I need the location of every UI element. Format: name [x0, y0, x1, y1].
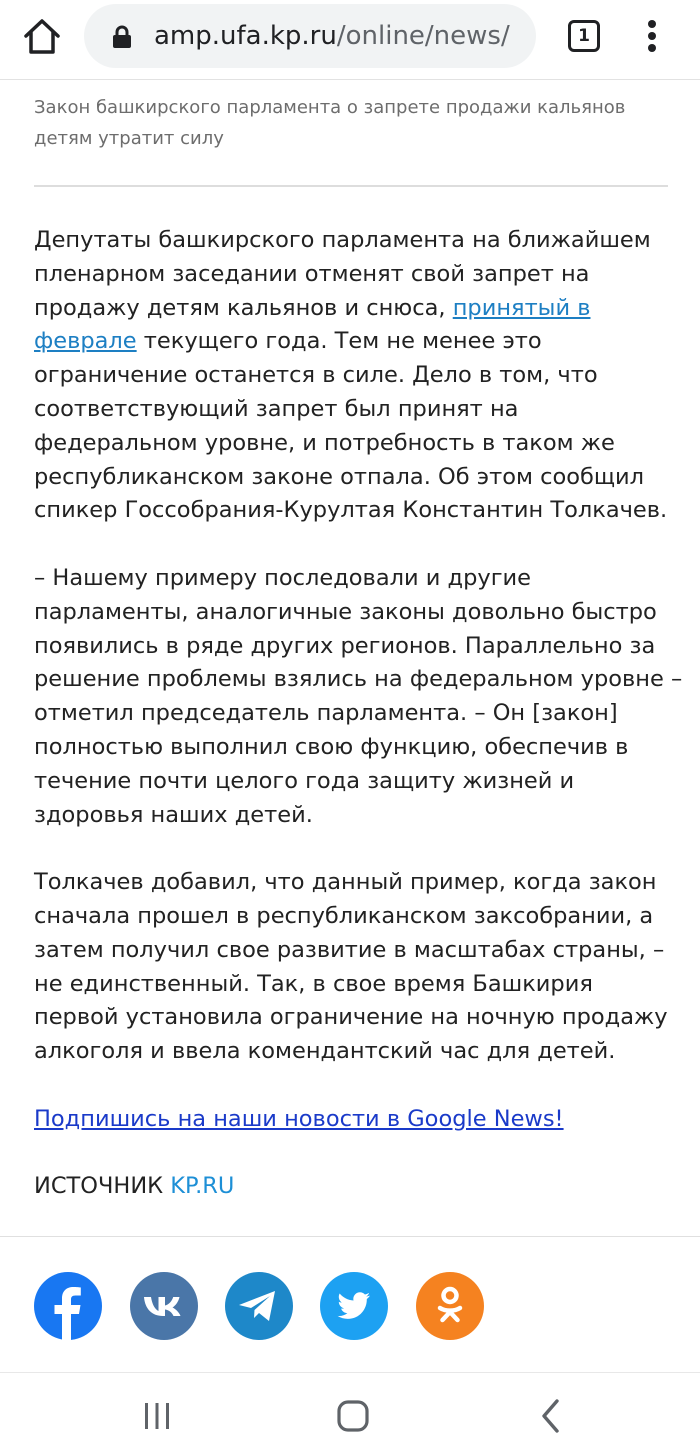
telegram-share-button[interactable]	[225, 1272, 293, 1340]
paragraph-3: Толкачев добавил, что данный пример, когда закон сначала прошел в республиканском заксобрании, а затем получил свое развитие в масштабах страны, – не единственный. Так, в свое время Башкирия первой установила ограничение на ночную продажу алкоголя и ввела комендантский час для детей.	[34, 869, 668, 1065]
twitter-share-button[interactable]	[320, 1272, 388, 1340]
home-icon[interactable]	[20, 14, 64, 58]
article-subtitle: Закон башкирского парламента о запрете продажи кальянов детям утратит силу	[34, 97, 626, 149]
paragraph-1	[34, 224, 684, 528]
url-domain: amp.ufa.kp.ru	[154, 21, 337, 51]
inline-link-february[interactable]: принятый в феврале	[34, 294, 591, 355]
odnoklassniki-share-button[interactable]	[416, 1272, 484, 1340]
tab-count: 1	[578, 26, 590, 46]
back-icon[interactable]	[538, 1397, 562, 1435]
vk-share-button[interactable]	[130, 1272, 198, 1340]
lock-icon	[112, 25, 132, 49]
vk-icon	[130, 1272, 198, 1340]
facebook-icon	[34, 1272, 102, 1340]
nav-home-icon[interactable]	[336, 1399, 370, 1433]
twitter-icon	[320, 1272, 388, 1340]
url-text	[154, 20, 510, 52]
recent-apps-icon[interactable]	[140, 1401, 174, 1431]
p1-text-before: Депутаты башкирского парламента на ближайшем пленарном заседании отменят свой запрет на продажу детям кальянов и снюса,	[34, 227, 651, 321]
source-value[interactable]: KP.RU	[170, 1173, 235, 1200]
google-news-link[interactable]: Подпишись на наши новости в Google News!	[34, 1105, 564, 1132]
facebook-share-button[interactable]	[34, 1272, 102, 1340]
telegram-icon	[225, 1272, 293, 1340]
odnoklassniki-icon	[416, 1272, 484, 1340]
article-body	[34, 224, 684, 1238]
source-label: ИСТОЧНИК	[34, 1173, 171, 1200]
divider	[0, 1236, 700, 1237]
paragraph-2: – Нашему примеру последовали и другие парламенты, аналогичные законы довольно быстро появились в ряде других регионов. Параллельно за решение проблемы взялись на федеральном уровне – отметил председатель парламента. – Он [закон] полностью выполнил свою функцию, обеспечив в течение почти целого года защиту жизней и здоровья наших детей.	[34, 564, 683, 828]
more-vert-icon[interactable]	[640, 14, 664, 58]
divider	[34, 185, 668, 187]
p1-text-after: текущего года. Тем не менее это ограничение останется в силе. Дело в том, что соответствующий запрет был принят на федеральном уровне, и потребность в таком же республиканском законе отпала. Об этом сообщил спикер Госсобрания-Курултая Константин Толкачев.	[34, 328, 668, 524]
system-nav-bar	[0, 1372, 700, 1451]
address-bar[interactable]	[84, 4, 536, 68]
source-line	[34, 1170, 684, 1204]
tabs-icon[interactable]	[568, 20, 600, 52]
url-path: /online/news/	[336, 21, 510, 51]
browser-toolbar	[0, 0, 700, 80]
google-news-paragraph	[34, 1103, 684, 1137]
